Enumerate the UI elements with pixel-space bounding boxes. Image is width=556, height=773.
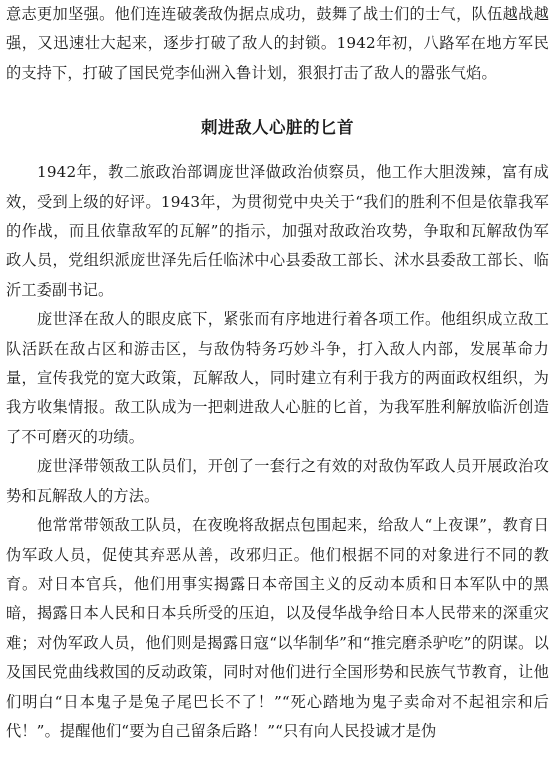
paragraph-2: 庞世泽在敌人的眼皮底下，紧张而有序地进行着各项工作。他组织成立敌工队活跃在敌占区和游击区，与敌伪特务巧妙斗争，打入敌人内部，发展革命力量，宣传我党的宽大政策，瓦解敌人，同时建立有利于我方的两面政权组织，为我方收集情报。敌工队成为一把刺进敌人心脏的匕首，为我军胜利解放临沂创造了不可磨灭的功绩。 — [6, 310, 549, 446]
intro-paragraph: 意志更加坚强。他们连连破袭敌伪据点成功，鼓舞了战士们的士气，队伍越战越强，又迅速壮大起来，逐步打破了敌人的封锁。1942年初，八路军在地方军民的支持下，打破了国民党李仙洲入鲁计划，狠狠打击了敌人的嚣张气焰。 — [6, 5, 549, 82]
document-page — [6, 0, 549, 746]
paragraph-4: 他常常带领敌工队员，在夜晚将敌据点包围起来，给敌人“上夜课”，教育日伪军政人员，促使其弃恶从善，改邪归正。他们根据不同的对象进行不同的教育。对日本官兵，他们用事实揭露日本帝国主义的反动本质和日本军队中的黑暗，揭露日本人民和日本兵所受的压迫，以及侵华战争给日本人民带来的深重灾难；对伪军政人员，他们则是揭露日寇“以华制华”和“推完磨杀驴吃”的阴谋。以及国民党曲线救国的反动政策，同时对他们进行全国形势和民族气节教育，让他们明白“日本鬼子是兔子尾巴长不了！”“死心踏地为鬼子卖命对不起祖宗和后代！”。提醒他们“要为自己留条后路！”“只有向人民投诚才是伪 — [6, 516, 549, 740]
section-title: 刺进敌人心脏的匕首 — [201, 118, 354, 138]
paragraph-1: 1942年，教二旅政治部调庞世泽做政治侦察员，他工作大胆泼辣，富有成效，受到上级的好评。1943年，为贯彻党中央关于“我们的胜利不但是依靠我军的作战，而且依靠敌军的瓦解”的指示，加强对敌政治攻势，争取和瓦解敌伪军政人员，党组织派庞世泽先后任临沭中心县委敌工部长、沭水县委敌工部长、临沂工委副书记。 — [6, 163, 549, 299]
paragraph-3: 庞世泽带领敌工队员们，开创了一套行之有效的对敌伪军政人员开展政治攻势和瓦解敌人的方法。 — [6, 457, 549, 505]
